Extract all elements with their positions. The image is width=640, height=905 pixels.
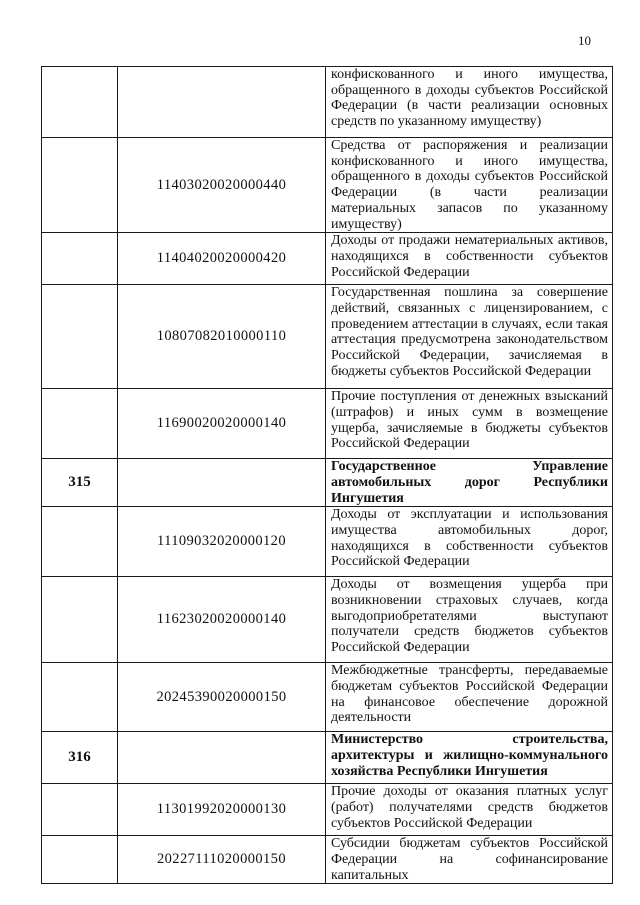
revenue-code-cell: 11623020020000140 <box>118 577 326 663</box>
table-row <box>42 577 613 663</box>
revenue-codes-table <box>41 66 613 884</box>
administrator-code-cell <box>42 233 118 285</box>
revenue-code-cell: 20227111020000150 <box>118 836 326 884</box>
revenue-description-cell: Прочие доходы от оказания платных услуг (работ) получателями средств бюджетов субъектов Российской Федерации <box>326 784 613 836</box>
page-number: 10 <box>578 33 591 48</box>
administrator-code-cell <box>42 138 118 233</box>
administrator-code-cell <box>42 836 118 884</box>
table-row <box>42 663 613 732</box>
table-row-section <box>42 459 613 507</box>
revenue-description-cell: Доходы от эксплуатации и использования имущества автомобильных дорог, находящихся в собственности субъектов Российской Федерации <box>326 507 613 577</box>
administrator-code-cell <box>42 784 118 836</box>
revenue-description-cell: Доходы от продажи нематериальных активов, находящихся в собственности субъектов Российской Федерации <box>326 233 613 285</box>
revenue-code-cell: 11690020020000140 <box>118 389 326 459</box>
administrator-code-cell <box>42 389 118 459</box>
revenue-code-cell <box>118 67 326 138</box>
revenue-description-cell: Средства от распоряжения и реализации конфискованного и иного имущества, обращенного в доходы субъектов Российской Федерации (в части реализации материальных запасов по указанному имуществу) <box>326 138 613 233</box>
revenue-description-cell: Межбюджетные трансферты, передаваемые бюджетам субъектов Российской Федерации на финансовое обеспечение дорожной деятельности <box>326 663 613 732</box>
revenue-code-cell <box>118 459 326 507</box>
table-row <box>42 389 613 459</box>
table-row <box>42 233 613 285</box>
administrator-name-cell: Министерство строительства, архитектуры и жилищно-коммунального хозяйства Республики Ингушетия <box>326 732 613 784</box>
revenue-code-cell: 11403020020000440 <box>118 138 326 233</box>
table-row-section <box>42 732 613 784</box>
administrator-code-cell <box>42 285 118 389</box>
administrator-code-cell <box>42 507 118 577</box>
table-row <box>42 507 613 577</box>
administrator-code-cell: 315 <box>42 459 118 507</box>
administrator-code-cell: 316 <box>42 732 118 784</box>
revenue-code-cell: 11301992020000130 <box>118 784 326 836</box>
administrator-name-cell: Государственное Управление автомобильных дорог Республики Ингушетия <box>326 459 613 507</box>
revenue-code-cell: 10807082010000110 <box>118 285 326 389</box>
revenue-description-cell: конфискованного и иного имущества, обращенного в доходы субъектов Российской Федерации (в части реализации основных средств по указанному имуществу) <box>326 67 613 138</box>
table-row <box>42 836 613 884</box>
revenue-description-cell: Доходы от возмещения ущерба при возникновении страховых случаев, когда выгодоприобретателями выступают получатели средств бюджетов субъектов Российской Федерации <box>326 577 613 663</box>
revenue-description-cell: Государственная пошлина за совершение действий, связанных с лицензированием, с проведением аттестации в случаях, если такая аттестация предусмотрена законодательством Российской Федерации, зачисляемая в бюджеты субъектов Российской Федерации <box>326 285 613 389</box>
administrator-code-cell <box>42 67 118 138</box>
revenue-description-cell: Прочие поступления от денежных взысканий (штрафов) и иных сумм в возмещение ущерба, зачисляемые в бюджеты субъектов Российской Федерации <box>326 389 613 459</box>
revenue-code-cell <box>118 732 326 784</box>
administrator-code-cell <box>42 663 118 732</box>
revenue-description-cell: Субсидии бюджетам субъектов Российской Федерации на софинансирование капитальных <box>326 836 613 884</box>
revenue-code-cell: 11109032020000120 <box>118 507 326 577</box>
table-row <box>42 784 613 836</box>
table-row <box>42 67 613 138</box>
revenue-code-cell: 11404020020000420 <box>118 233 326 285</box>
revenue-code-cell: 20245390020000150 <box>118 663 326 732</box>
administrator-code-cell <box>42 577 118 663</box>
table-row <box>42 138 613 233</box>
table-row <box>42 285 613 389</box>
